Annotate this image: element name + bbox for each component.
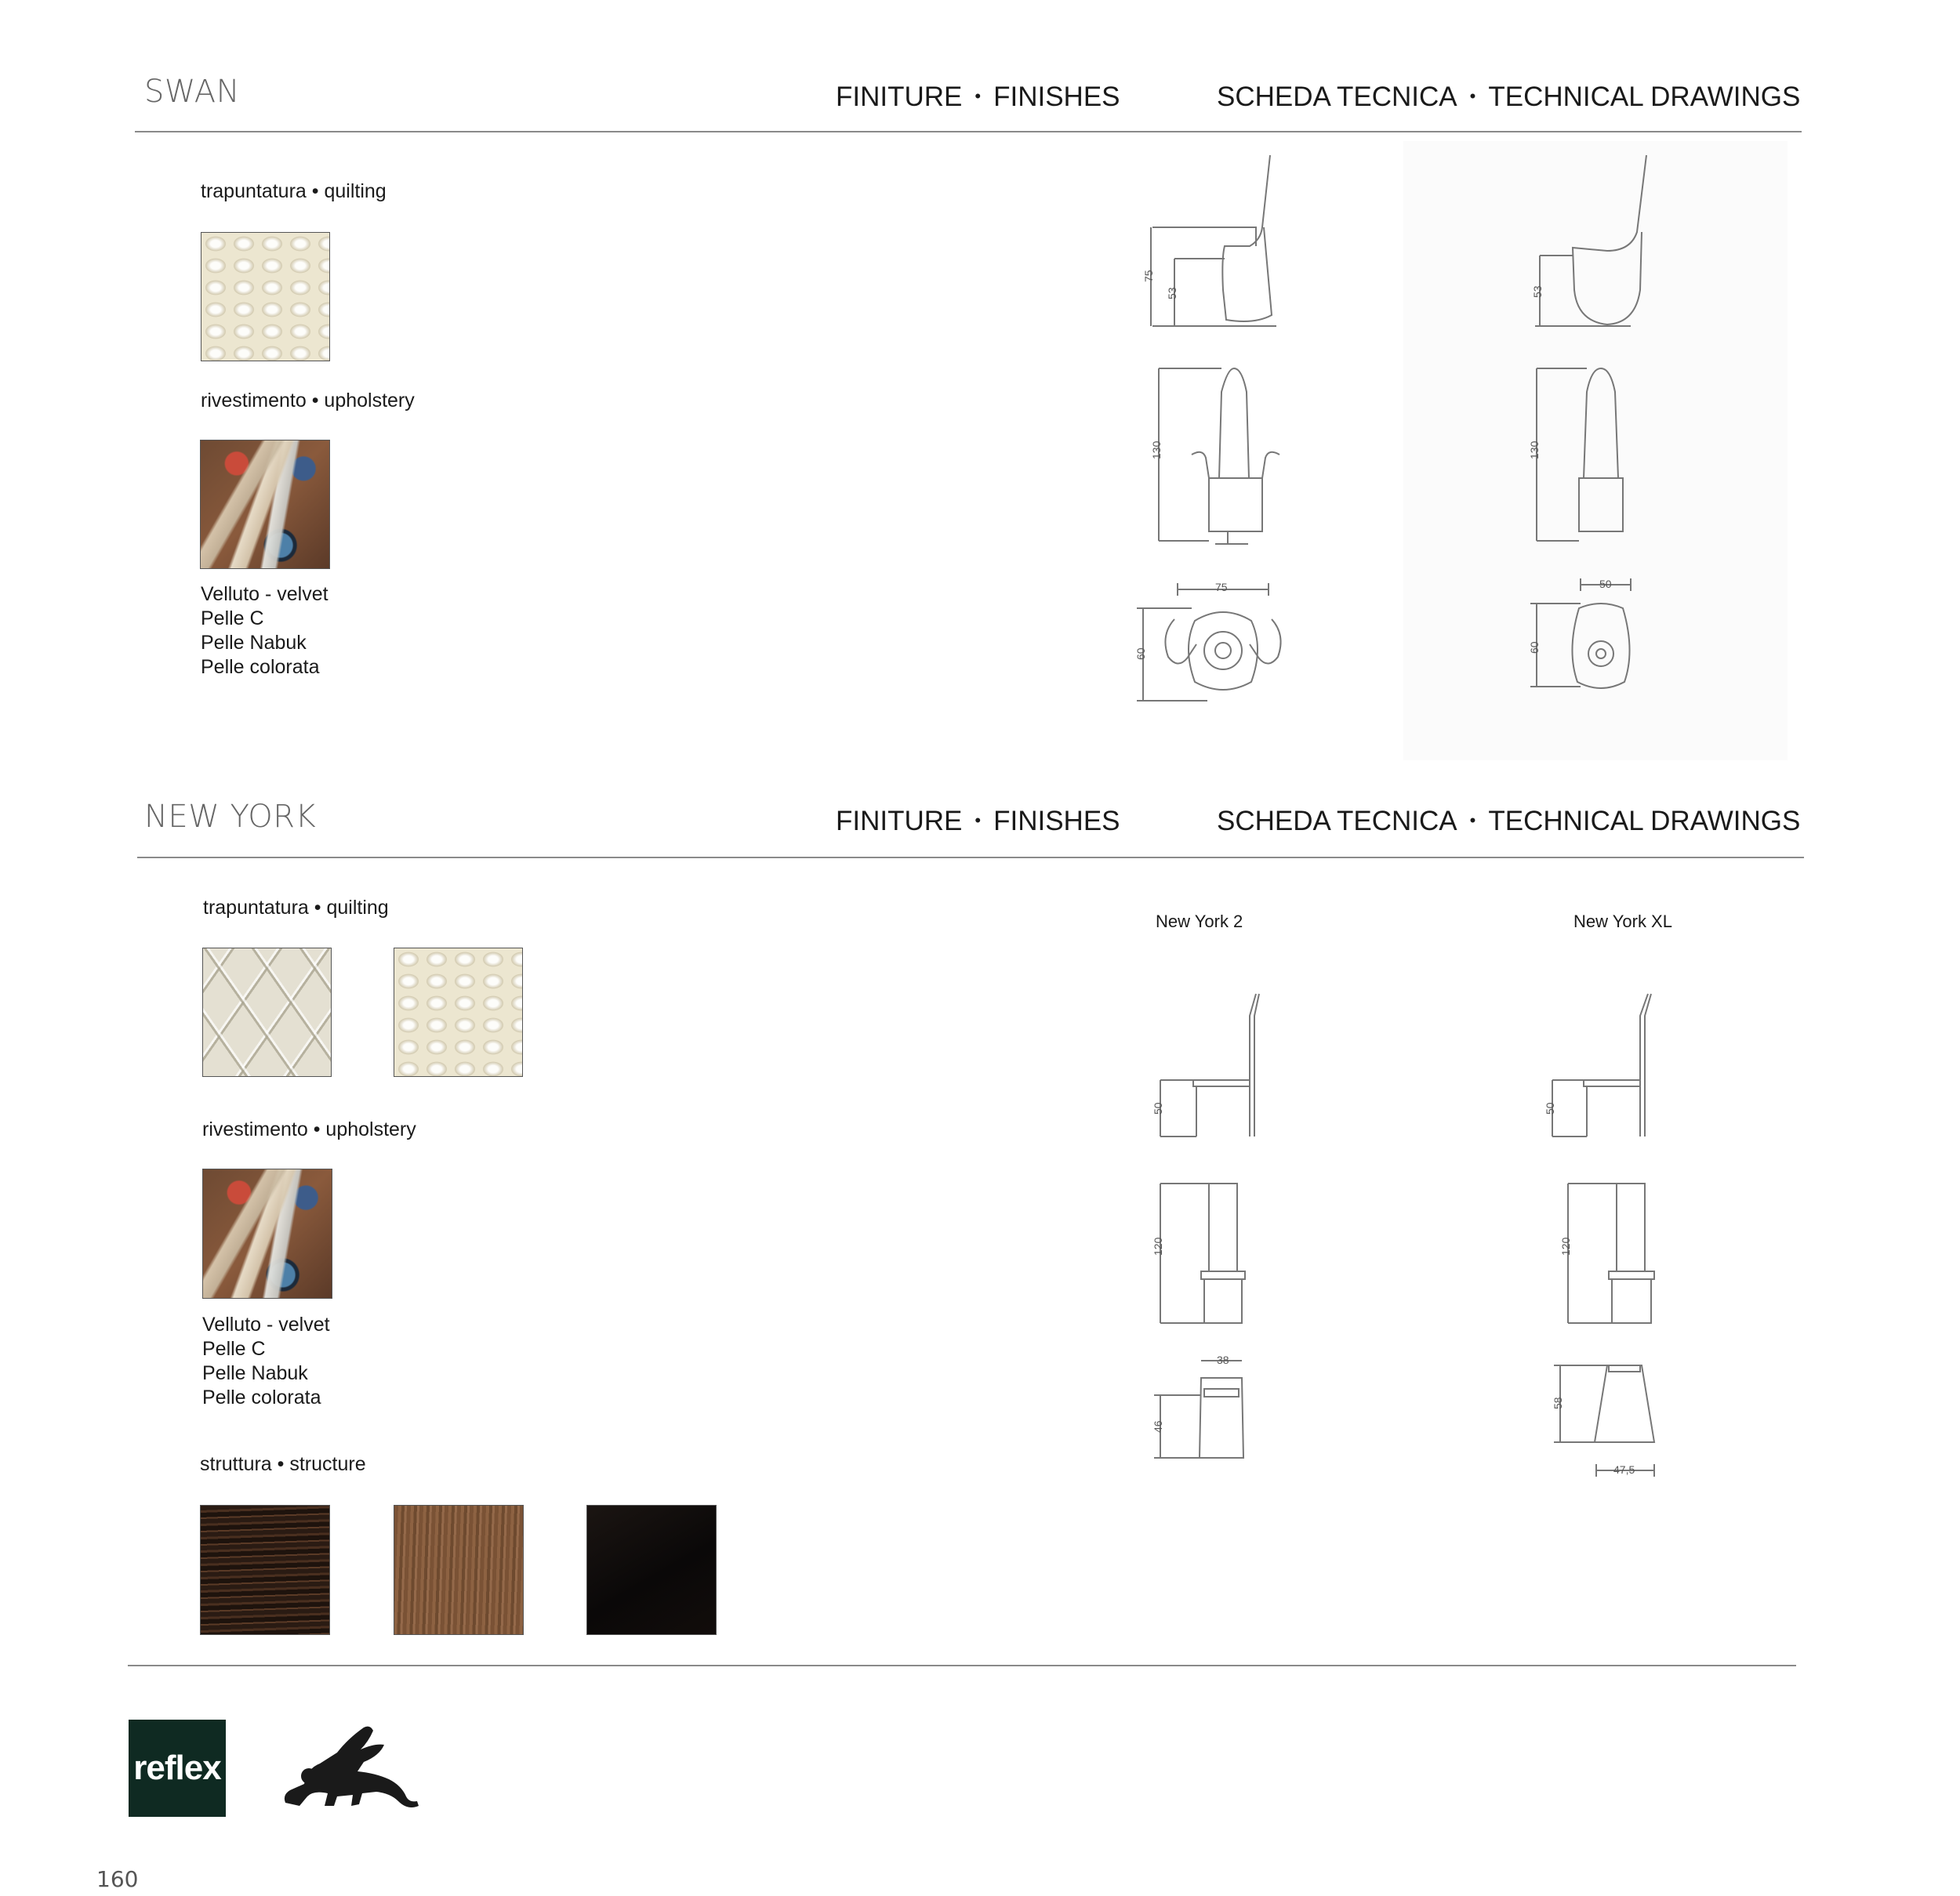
newyork-material-list — [202, 1313, 330, 1410]
tech-en: TECHNICAL DRAWINGS — [1488, 82, 1801, 112]
swan-armchair-height-dim: 75 — [1142, 270, 1155, 282]
material-item: Velluto - velvet — [201, 583, 328, 605]
swan-material-list — [201, 582, 328, 680]
newyork-tech-header: SCHEDA TECNICA • TECHNICAL DRAWINGS — [1217, 806, 1801, 836]
newyork-quilting-label: trapuntatura • quilting — [203, 897, 389, 919]
swan-chair-depth-dim: 60 — [1528, 641, 1541, 654]
swan-title: SWAN — [144, 74, 241, 110]
newyork-2-depth-dim: 46 — [1152, 1420, 1164, 1433]
swan-armchair-side-view — [1137, 149, 1309, 337]
newyork-xl-front-view — [1537, 1176, 1662, 1332]
material-item: Pelle C — [202, 1338, 266, 1360]
swan-chair-front-view — [1513, 361, 1686, 549]
material-item: Pelle Nabuk — [201, 632, 307, 654]
structure-swatch-black[interactable] — [586, 1505, 717, 1635]
material-item: Velluto - velvet — [202, 1314, 330, 1336]
newyork-quilting-swatch-wave[interactable] — [394, 948, 523, 1077]
newyork-title: NEW YORK — [144, 799, 317, 835]
material-item: Pelle colorata — [202, 1387, 321, 1408]
newyork-2-seat-dim: 50 — [1152, 1102, 1164, 1115]
swan-chair-side-view — [1513, 149, 1686, 337]
newyork-divider — [137, 857, 1804, 858]
finishes-it: FINITURE — [836, 806, 963, 836]
swan-quilting-swatch[interactable] — [201, 232, 330, 361]
newyork-xl-height-dim: 120 — [1559, 1237, 1572, 1256]
swan-finishes-header: FINITURE • FINISHES — [836, 82, 1120, 112]
swan-chair-seat-dim: 53 — [1531, 285, 1544, 298]
finishes-en: FINISHES — [993, 806, 1120, 836]
newyork-upholstery-swatch[interactable] — [202, 1169, 332, 1299]
newyork-model-a-caption: New York 2 — [1156, 912, 1243, 931]
tech-en: TECHNICAL DRAWINGS — [1488, 806, 1801, 836]
swan-armchair-depth-dim: 60 — [1134, 647, 1147, 660]
swan-chair-front-dim: 130 — [1528, 440, 1541, 459]
swan-chair-width-dim: 50 — [1599, 578, 1612, 590]
swan-chair-top-view — [1513, 572, 1686, 713]
newyork-upholstery-label: rivestimento • upholstery — [202, 1118, 416, 1140]
newyork-2-front-view — [1145, 1176, 1270, 1332]
swan-armchair-front-view — [1137, 361, 1309, 549]
newyork-xl-seat-dim: 50 — [1544, 1102, 1556, 1115]
newyork-xl-side-view — [1537, 988, 1662, 1144]
newyork-2-width-dim: 38 — [1217, 1354, 1229, 1366]
newyork-structure-label: struttura • structure — [200, 1453, 366, 1475]
swan-armchair-top-view — [1129, 572, 1317, 713]
swan-armchair-seat-dim: 53 — [1166, 287, 1178, 299]
winged-lion-logo — [276, 1721, 425, 1815]
structure-swatch-ebony[interactable] — [200, 1505, 330, 1635]
swan-armchair-width-dim: 75 — [1215, 581, 1228, 593]
swan-upholstery-label: rivestimento • upholstery — [201, 390, 415, 411]
newyork-xl-width-dim: 47,5 — [1613, 1463, 1635, 1476]
newyork-finishes-header: FINITURE • FINISHES — [836, 806, 1120, 836]
page-number: 160 — [96, 1866, 139, 1892]
newyork-2-height-dim: 120 — [1152, 1237, 1164, 1256]
newyork-2-top-view — [1145, 1348, 1270, 1474]
newyork-xl-depth-dim: 58 — [1552, 1397, 1564, 1409]
swan-quilting-label: trapuntatura • quilting — [201, 180, 387, 202]
newyork-2-side-view — [1145, 988, 1270, 1144]
reflex-logo-text: reflex — [133, 1749, 221, 1787]
swan-armchair-front-dim: 130 — [1150, 440, 1163, 459]
tech-it: SCHEDA TECNICA — [1217, 82, 1457, 112]
swan-divider — [135, 131, 1802, 132]
material-item: Pelle Nabuk — [202, 1362, 308, 1384]
tech-it: SCHEDA TECNICA — [1217, 806, 1457, 836]
swan-upholstery-swatch[interactable] — [200, 440, 330, 569]
newyork-model-b-caption: New York XL — [1573, 912, 1672, 931]
structure-swatch-walnut[interactable] — [394, 1505, 524, 1635]
material-item: Pelle colorata — [201, 656, 320, 678]
finishes-it: FINITURE — [836, 82, 963, 112]
footer-divider — [128, 1665, 1796, 1666]
material-item: Pelle C — [201, 607, 264, 629]
newyork-xl-top-view — [1537, 1348, 1662, 1481]
newyork-quilting-swatch-diamond[interactable] — [202, 948, 332, 1077]
reflex-logo — [129, 1720, 226, 1817]
swan-tech-header: SCHEDA TECNICA • TECHNICAL DRAWINGS — [1217, 82, 1801, 112]
finishes-en: FINISHES — [993, 82, 1120, 112]
